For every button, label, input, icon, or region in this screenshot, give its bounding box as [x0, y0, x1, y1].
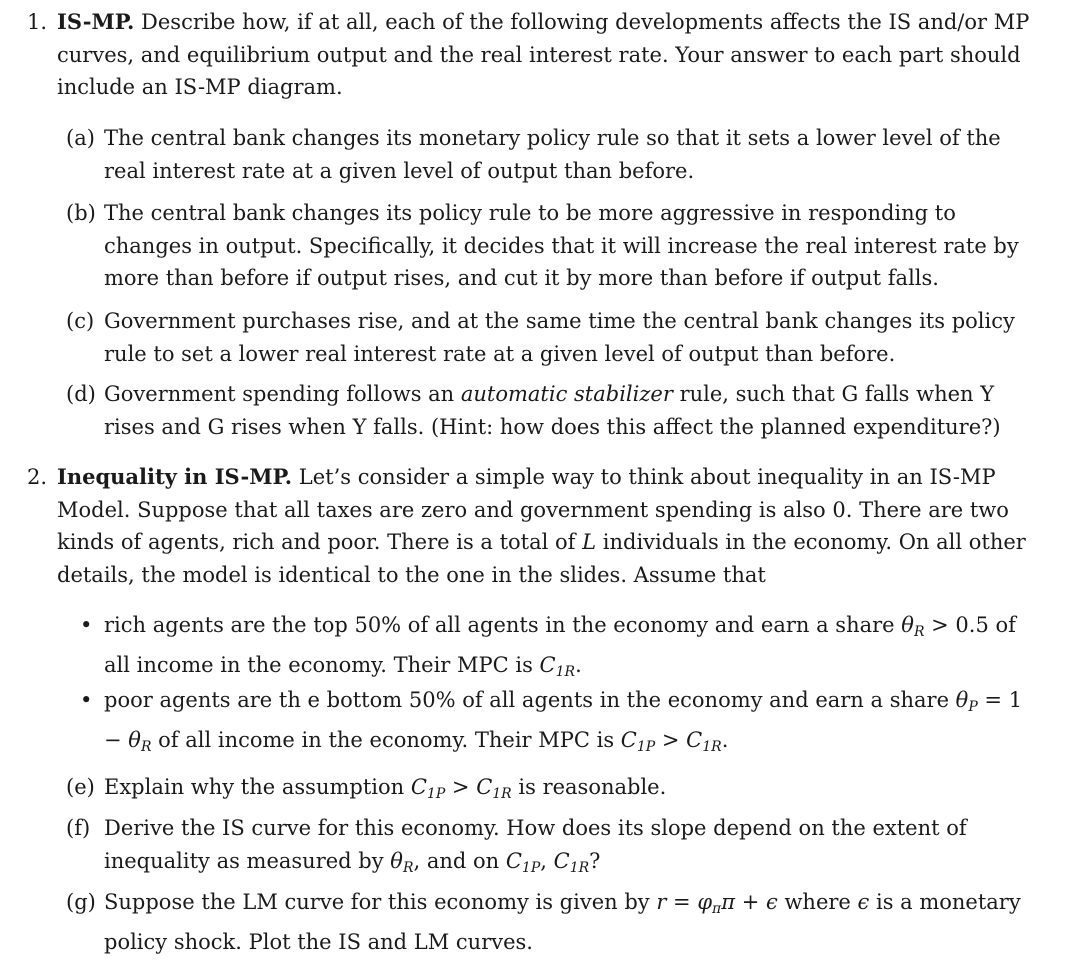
item-f-label: (f): [66, 816, 91, 840]
math-sub: R: [140, 738, 152, 755]
math-sub: 1P: [426, 786, 446, 802]
item-d: [66, 378, 1040, 443]
question-1-number: 1.: [27, 10, 48, 34]
item-a-text: The central bank changes its monetary policy rule so that it sets a lower level of the real interest rate at a given level of output than before.: [104, 126, 1001, 183]
question-1-body: [57, 6, 1039, 104]
item-g-mid: where: [777, 890, 858, 914]
item-e-mid: >: [445, 775, 477, 799]
math-C: C: [539, 652, 556, 677]
item-g-text: [104, 886, 1040, 958]
math-C: C: [476, 775, 493, 799]
bullet-rich-before: rich agents are the top 50% of all agents in the economy and earn a share: [104, 613, 902, 637]
item-f: [66, 812, 1040, 884]
math-theta: θ: [128, 727, 141, 752]
bullet-poor-before: poor agents are th e bottom 50% of all agents in the economy and earn a share: [104, 688, 956, 712]
bullet-rich-after: .: [575, 652, 582, 677]
item-c-text: Government purchases rise, and at the same time the central bank changes its policy rule to set a lower real interest rate at a given level of output than before.: [104, 309, 1015, 366]
item-d-text-before: Government spending follows an: [104, 382, 461, 406]
item-g-label: (g): [66, 890, 96, 914]
item-g-before: Suppose the LM curve for this economy is given by: [104, 890, 657, 914]
question-2-text-1: Let’s consider a simple way to think about inequality in an IS-MP Model. Suppose that all taxes are zero and government spending is also 0. There are two kinds of agents, rich and poor. There is a total of: [57, 465, 1009, 554]
item-d-label: (d): [66, 382, 96, 406]
math-sub: P: [968, 699, 978, 715]
item-e-before: Explain why the assumption: [104, 775, 411, 799]
question-2-text-2: individuals in the economy. On all other details, the model is identical to the one in the slides. Assume that: [57, 530, 1026, 587]
bullet-dot-icon: •: [80, 613, 93, 637]
math-sub: π: [712, 901, 722, 917]
math-theta: θ: [955, 688, 969, 712]
item-d-text: [104, 378, 1040, 443]
item-f-mid2: ,: [540, 848, 554, 873]
question-1-title: IS-MP.: [57, 9, 135, 34]
bullet-rich: [80, 609, 1040, 688]
item-f-before: Derive the IS curve for this economy. How does its slope depend on the extent of inequality as measured by: [104, 816, 967, 873]
math-eq: =: [666, 890, 698, 914]
math-sub: R: [913, 624, 925, 640]
item-e-text: [104, 771, 1040, 811]
math-sub: 1R: [569, 859, 590, 876]
math-sub: 1R: [555, 663, 576, 680]
item-e: [66, 771, 1040, 811]
question-2: [27, 461, 1039, 591]
item-b: [66, 197, 1040, 295]
math-theta: θ: [901, 613, 914, 637]
item-e-label: (e): [66, 775, 95, 799]
item-d-emphasis: automatic stabilizer: [460, 382, 673, 406]
bullet-poor-mid3: >: [655, 727, 687, 752]
math-sub: R: [402, 859, 414, 876]
math-C: C: [686, 727, 703, 752]
math-epsilon: ϵ: [857, 890, 870, 914]
item-b-label: (b): [66, 201, 96, 225]
math-C: C: [553, 848, 570, 873]
item-d-text-after: rule, such that G falls when Y rises and G rises when Y falls. (Hint: how does this affect the planned expenditure?): [104, 382, 1001, 439]
math-L: L: [582, 530, 597, 554]
math-sub: 1R: [492, 786, 512, 802]
math-theta: θ: [390, 848, 403, 873]
item-c: [66, 305, 1040, 370]
math-sub: 1R: [702, 738, 722, 755]
math-epsilon: ϵ: [766, 890, 778, 914]
bullet-dot-icon: •: [80, 688, 93, 712]
bullet-poor-text: [104, 684, 1040, 763]
item-f-mid: , and on: [413, 848, 506, 873]
math-C: C: [410, 775, 427, 799]
math-pi: π: [721, 890, 736, 914]
question-1: [27, 6, 1039, 104]
item-g: [66, 886, 1040, 958]
item-e-after: is reasonable.: [511, 775, 667, 799]
bullet-poor-mid2: of all income in the economy. Their MPC is: [151, 727, 621, 752]
item-f-text: [104, 812, 1040, 884]
item-b-text: The central bank changes its policy rule to be more aggressive in responding to changes in output. Specifically, it decides that it will increase the real interest rate by more than before if output rises, and cut it by more than before if output falls.: [104, 201, 1019, 290]
question-2-body: [57, 461, 1039, 591]
bullet-rich-text: [104, 609, 1040, 688]
item-g-after: is a monetary policy shock. Plot the IS and LM curves.: [104, 890, 1021, 954]
math-C: C: [505, 848, 522, 873]
item-a-label: (a): [66, 126, 95, 150]
item-c-label: (c): [66, 309, 95, 333]
math-plus: +: [735, 890, 767, 914]
item-f-after: ?: [589, 848, 601, 873]
math-phi: φ: [697, 890, 713, 914]
bullet-poor: [80, 684, 1040, 763]
bullet-poor-mid: = 1 −: [104, 688, 1023, 752]
math-sub: 1P: [636, 738, 656, 755]
math-sub: 1P: [521, 859, 541, 876]
bullet-poor-after: .: [721, 727, 729, 752]
math-r: r: [656, 890, 667, 914]
item-a: [66, 122, 1040, 187]
question-2-title: Inequality in IS-MP.: [57, 464, 293, 489]
question-1-text: Describe how, if at all, each of the following developments affects the IS and/or MP curves, and equilibrium output and the real interest rate. Your answer to each part should include an IS-MP diagram.: [57, 10, 1030, 99]
question-2-number: 2.: [27, 465, 48, 489]
math-C: C: [620, 727, 637, 752]
bullet-rich-mid: > 0.5 of all income in the economy. Their MPC is: [104, 613, 1016, 677]
